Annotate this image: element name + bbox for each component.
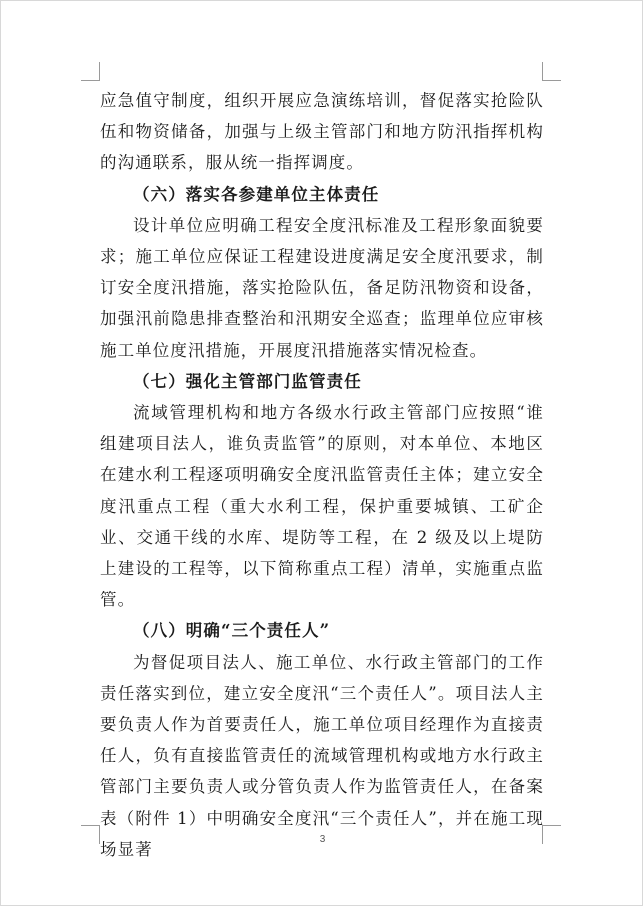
paragraph: 流域管理机构和地方各级水行政主管部门应按照“谁组建项目法人，谁负责监管”的原则，对本单位、本地区在建水利工程逐项明确安全度汛监管责任主体；建立安全度汛重点工程（重大水利工程，保护重要城镇、工矿企业、交通干线的水库、堤防等工程，在 2 级及以上堤防上建设的工程等，以下简称重点工程）清单，实施重点监管。 — [100, 403, 544, 610]
paragraph-continued: 应急值守制度，组织开展应急演练培训，督促落实抢险队伍和物资储备，加强与上级主管部门和地方防汛指挥机构的沟通联系，服从统一指挥调度。 — [100, 91, 544, 173]
page-number: 3 — [319, 834, 326, 845]
section-heading-6: （六）落实各参建单位主体责任 — [133, 184, 380, 204]
paragraph: 为督促项目法人、施工单位、水行政主管部门的工作责任落实到位，建立安全度汛“三个责任人”。项目法人主要负责人作为首要责任人，施工单位项目经理作为直接责任人，负有直接监管责任的流域管理机构或地方水行政主管部门主要负责人或分管负责人作为监管责任人，在备案表（附件 1）中明确安全度汛“三个责任人”，并在施工现场显著 — [100, 652, 544, 859]
section-heading-7: （七）强化主管部门监管责任 — [133, 371, 362, 391]
crop-mark-top-right — [542, 62, 561, 81]
section-heading-8: （八）明确“三个责任人” — [133, 621, 331, 641]
document-body — [100, 85, 544, 865]
crop-mark-top-left — [81, 62, 100, 81]
paragraph: 设计单位应明确工程安全度汛标准及工程形象面貌要求；施工单位应保证工程建设进度满足安全度汛要求，制订安全度汛措施，落实抢险队伍，备足防汛物资和设备，加强汛前隐患排查整治和汛期安全巡查；监理单位应审核施工单位度汛措施，开展度汛措施落实情况检查。 — [100, 215, 544, 360]
